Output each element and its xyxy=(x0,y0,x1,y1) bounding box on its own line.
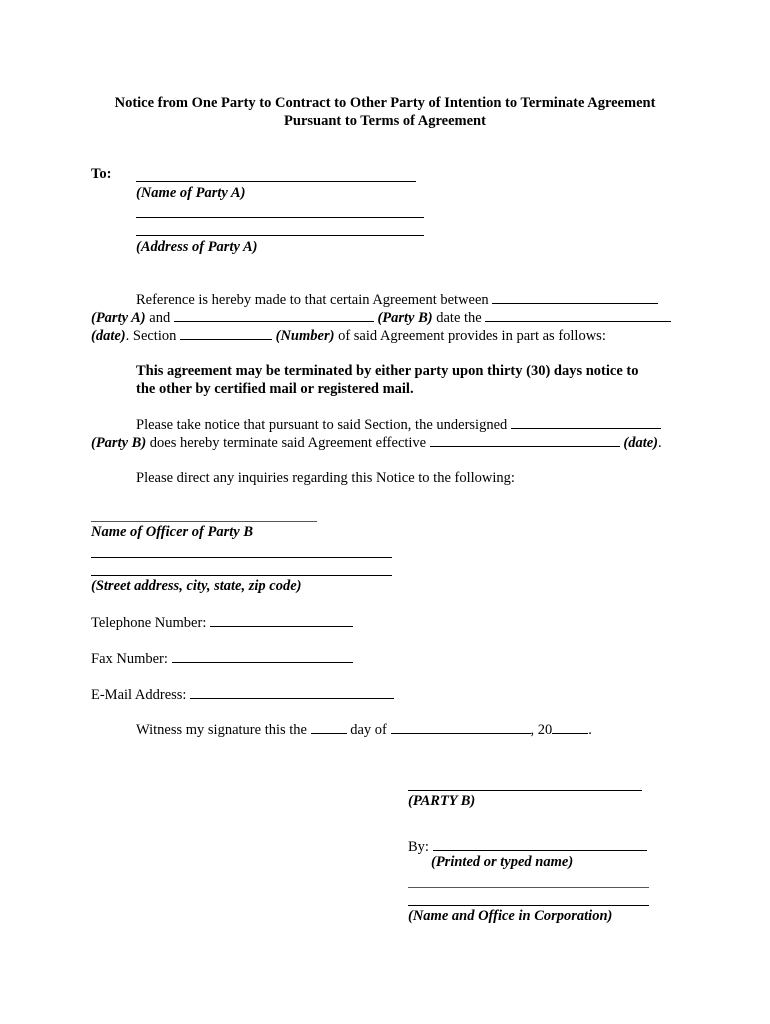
inquiries-text: Please direct any inquiries regarding this Notice to the following: xyxy=(136,470,515,486)
effective-date-blank[interactable] xyxy=(430,433,620,447)
party-a-address-label: (Address of Party A) xyxy=(136,239,258,255)
witness-year-blank[interactable] xyxy=(552,720,588,734)
street-address-line-2[interactable] xyxy=(91,575,392,576)
notice-text-line2: (Party B) does hereby terminate said Agreement effective (date). xyxy=(91,435,662,451)
witness-day-blank[interactable] xyxy=(311,720,347,734)
party-b-signature-line[interactable] xyxy=(408,790,642,791)
reference-text-line2: (Party A) and (Party B) date the xyxy=(91,308,671,327)
officer-name-label: Name of Officer of Party B xyxy=(91,524,254,540)
telephone-label: Telephone Number: xyxy=(91,615,210,631)
fax-field xyxy=(91,649,353,668)
witness-month-blank[interactable] xyxy=(391,720,531,734)
email-label: E-Mail Address: xyxy=(91,687,191,703)
document-subtitle: Pursuant to Terms of Agreement xyxy=(284,113,486,129)
by-label: By: xyxy=(408,839,433,855)
document-title: Notice from One Party to Contract to Other Party of Intention to Terminate Agreement xyxy=(114,95,656,111)
email-field xyxy=(91,685,394,704)
fax-blank[interactable] xyxy=(172,649,353,663)
telephone-field xyxy=(91,613,353,632)
party-a-address-line-1[interactable] xyxy=(136,217,424,218)
quoted-clause-line1: This agreement may be terminated by either party upon thirty (30) days notice to xyxy=(136,363,639,379)
printed-name-label: (Printed or typed name) xyxy=(431,854,574,870)
name-office-label: (Name and Office in Corporation) xyxy=(408,908,613,924)
agreement-date-blank[interactable] xyxy=(485,308,671,322)
reference-text xyxy=(136,290,658,309)
party-a-name-label: (Name of Party A) xyxy=(136,185,246,201)
party-b-signature-label: (PARTY B) xyxy=(408,793,476,809)
quoted-clause-line2: the other by certified mail or registered mail. xyxy=(136,381,414,397)
notice-text-line1: Please take notice that pursuant to said Section, the undersigned xyxy=(136,415,661,434)
by-signature-blank[interactable] xyxy=(433,837,647,851)
email-blank[interactable] xyxy=(190,685,394,699)
section-number-blank[interactable] xyxy=(180,326,272,340)
witness-line: Witness my signature this the day of , 20 . xyxy=(136,722,592,738)
street-address-line-1[interactable] xyxy=(91,557,392,558)
name-office-line-2[interactable] xyxy=(408,905,649,906)
undersigned-blank[interactable] xyxy=(511,415,661,429)
party-a-address-line-2[interactable] xyxy=(136,235,424,236)
agreement-party-blank[interactable] xyxy=(492,290,658,304)
fax-label: Fax Number: xyxy=(91,651,172,667)
reference-text-line1: Reference is hereby made to that certain Agreement between xyxy=(136,292,489,308)
officer-name-line[interactable] xyxy=(91,521,317,522)
reference-text-line3: (date). Section (Number) of said Agreement provides in part as follows: xyxy=(91,328,606,344)
party-b-blank[interactable] xyxy=(174,308,374,322)
party-a-name-line[interactable] xyxy=(136,181,416,182)
name-office-line-1[interactable] xyxy=(408,887,649,888)
to-label: To: xyxy=(91,166,112,182)
street-address-label: (Street address, city, state, zip code) xyxy=(91,578,302,594)
telephone-blank[interactable] xyxy=(210,613,353,627)
